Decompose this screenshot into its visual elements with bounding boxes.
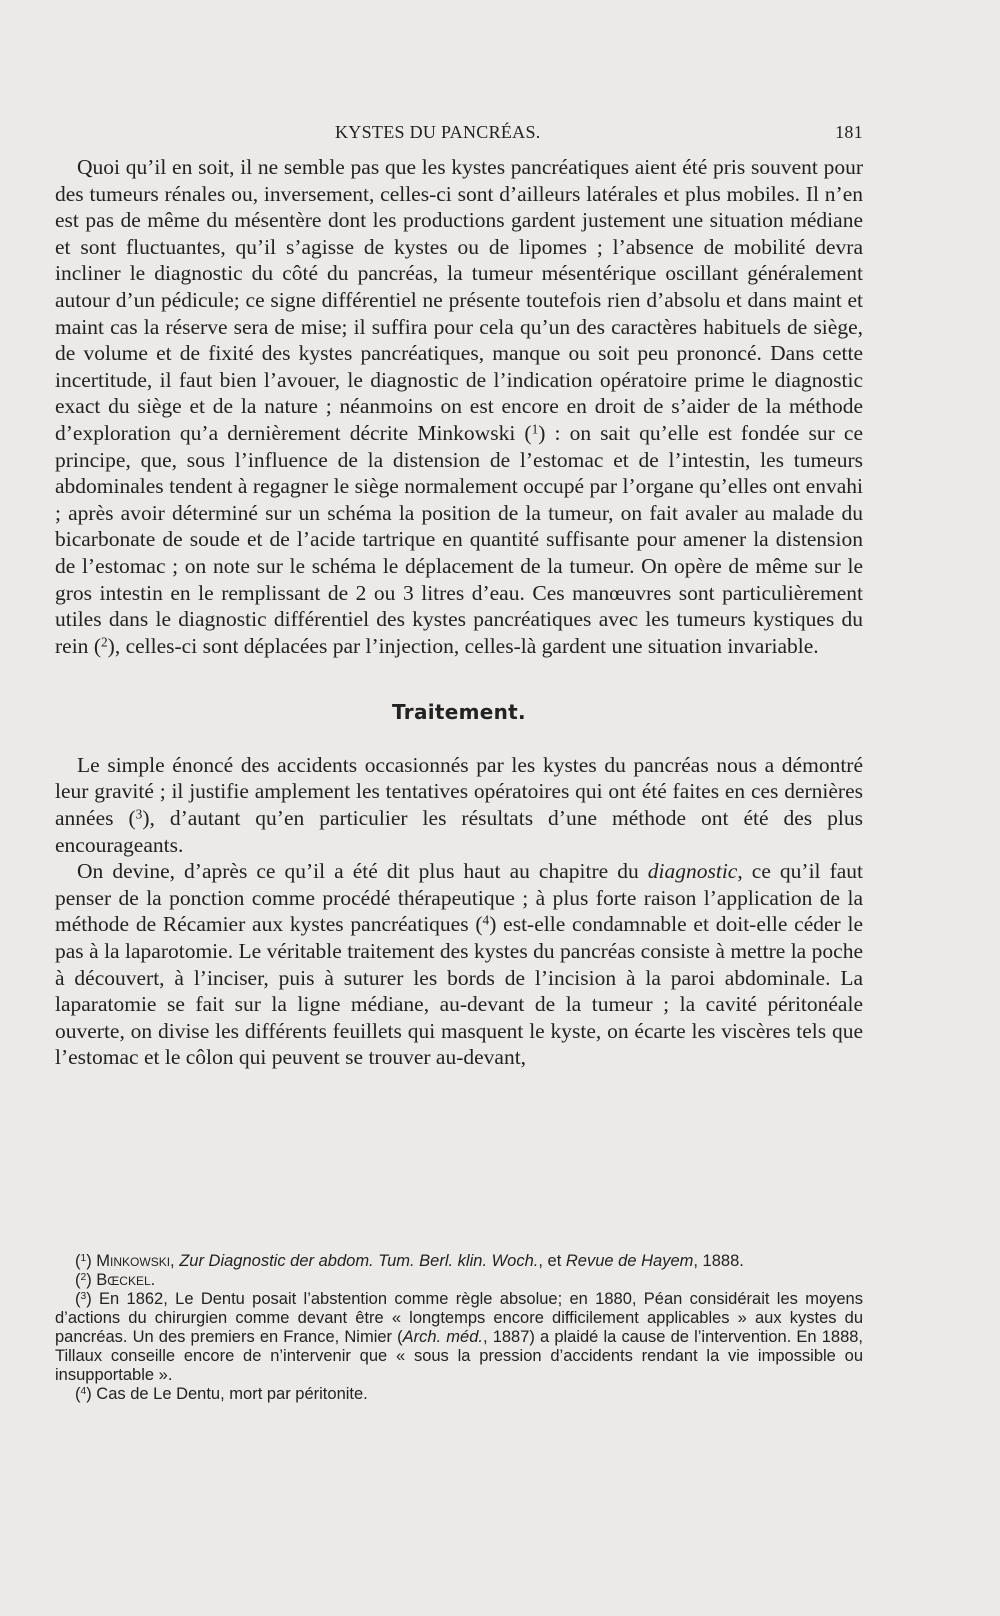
footnote-ref: 2 bbox=[100, 634, 108, 650]
footnote-2: ($^2$) Bœckel. bbox=[75, 1271, 156, 1289]
footnote-3: ($^3$) En 1862, Le Dentu posait l’abstention comme règle absolue; en 1880, Péan considérait les moyens d’actions du chirurgien comme devant être « longtemps encore difficilement applicables » aux kystes du pancréas. Un des premiers en France, Nimier (Arch. méd., 1887) a plaidé la cause de l’intervention. En 1888, Tillaux conseille encore de n’intervenir que « sous la pression d’accidents rendant la vie impossible ou insupportable ». bbox=[55, 1290, 864, 1384]
page-body bbox=[55, 154, 863, 1071]
running-title: KYSTES DU PANCRÉAS. bbox=[335, 122, 541, 142]
section-title: Traitement. bbox=[392, 700, 526, 725]
paragraph-diagnostic: Quoi qu’il en soit, il ne semble pas que les kystes pancréatiques aient été pris souvent pour des tumeurs rénales ou, inversement, celles-ci sont d’ailleurs latérales et plus mobiles. Il n’en est pas de même du mésentère dont les productions gardent justement une situation médiane et sont fluctuantes, qu’il s’agisse de kystes ou de lipomes ; l’absence de mobilité devra incliner le diagnostic du côté du pancréas, la tumeur mésentérique oscillant généralement autour d’un pédicule; ce signe différentiel ne présente toutefois rien d’absolu et dans maint et maint cas la réserve sera de mise; il suffira pour cela qu’un des caractères habituels de siège, de volume et de fixité des kystes pancréatiques, manque ou soit peu prononcé. Dans cette incertitude, il faut bien l’avouer, le diagnostic de l’indication opératoire prime le diagnostic exact du siège et de la nature ; néanmoins on est encore en droit de s’aider de la méthode d’exploration qu’a dernièrement décrite Minkowski ($^1$) : on sait qu’elle est fondée sur ce principe, que, sous l’influence de la distension de l’estomac et de l’intestin, les tumeurs abdominales tendent à regagner le siège normalement occupé par l’organe qu’elles ont envahi ; après avoir déterminé sur un schéma la position de la tumeur, on fait avaler au malade du bicarbonate de soude et de l’acide tartrique en quantité suffisante pour amener la distension de l’estomac ; on note sur le schéma le déplacement de la tumeur. On opère de même sur le gros intestin en le remplissant de 2 ou 3 litres d’eau. Ces manœuvres sont particulièrement utiles dans le diagnostic différentiel des kystes pancréatiques avec les tumeurs kystiques du rein ($^2$), celles-ci sont déplacées par l’injection, celles-là gardent une situation invariable. bbox=[55, 155, 863, 658]
paragraph-treatment-method: On devine, d’après ce qu’il a été dit plus haut au chapitre du diagnostic, ce qu’il faut penser de la ponction comme procédé thérapeutique ; à plus forte raison l’application de la méthode de Récamier aux kystes pancréatiques ($^4$) est-elle condamnable et doit-elle céder le pas à la laparotomie. Le véritable traitement des kystes du pancréas consiste à mettre la poche à découvert, à l’inciser, puis à suturer les bords de l’incision à la paroi abdominale. La laparatomie se fait sur la ligne médiane, au-devant de la tumeur ; la cavité péritonéale ouverte, on divise les différents feuillets qui masquent le kyste, on écarte les viscères tels que l’estomac et le côlon qui peuvent se trouver au-devant, bbox=[55, 859, 864, 1070]
footnote-ref: 1 bbox=[531, 421, 539, 437]
page-number: 181 bbox=[835, 122, 863, 142]
footnote-1: ($^1$) Minkowski, Zur Diagnostic der abdom. Tum. Berl. klin. Woch., et Revue de Hayem, 1888. bbox=[75, 1252, 744, 1270]
paragraph-treatment-intro: Le simple énoncé des accidents occasionnés par les kystes du pancréas nous a démontré leur gravité ; il justifie amplement les tentatives opératoires qui ont été faites en ces dernières années ($^3$), d’autant qu’en particulier les résultats d’une méthode ont été des plus encourageants. bbox=[55, 752, 863, 857]
footnote-ref: 3 bbox=[135, 806, 143, 822]
footnote-4: ($^4$) Cas de Le Dentu, mort par péritonite. bbox=[75, 1385, 368, 1403]
footnotes bbox=[55, 1252, 863, 1404]
footnote-ref: 4 bbox=[482, 912, 490, 928]
page-header bbox=[55, 122, 863, 146]
